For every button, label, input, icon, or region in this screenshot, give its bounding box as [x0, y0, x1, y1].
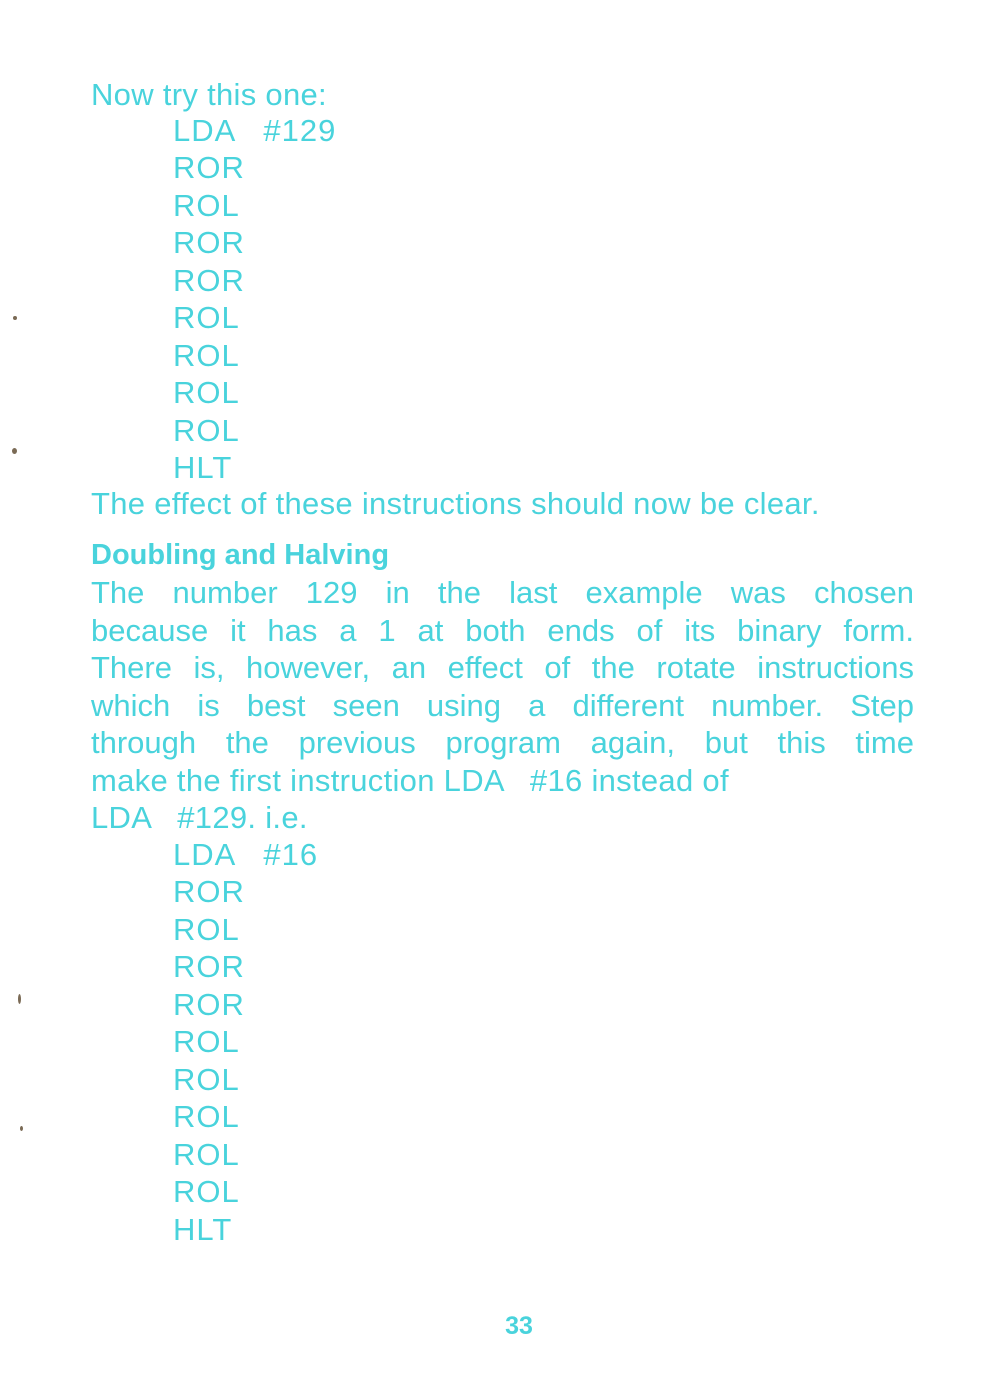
code-line: ROR [173, 949, 245, 984]
paragraph-line: The number 129 in the last example was chosen [91, 575, 914, 610]
code-line: ROR [173, 225, 245, 260]
code-line: ROR [173, 263, 245, 298]
summary-sentence: The effect of these instructions should now be clear. [91, 486, 820, 521]
paragraph-line: which is best seen using a different number. Step [91, 688, 914, 723]
code-line: ROR [173, 150, 245, 185]
page-number: 33 [505, 1312, 533, 1340]
code-line: ROL [173, 338, 240, 373]
paragraph-line: through the previous program again, but this time [91, 725, 914, 760]
paragraph-line: make the first instruction LDA #16 instead of [91, 763, 729, 798]
section-heading: Doubling and Halving [91, 539, 390, 571]
scan-speck [12, 448, 17, 454]
code-line: ROR [173, 874, 245, 909]
scan-speck [18, 994, 21, 1004]
code-line: LDA #16 [173, 837, 319, 872]
code-line: ROL [173, 912, 240, 947]
scan-speck [20, 1126, 23, 1131]
scan-speck [13, 316, 17, 320]
paragraph-line: LDA #129. i.e. [91, 800, 308, 835]
code-line: ROL [173, 1062, 240, 1097]
code-line: ROL [173, 300, 240, 335]
code-line: ROR [173, 987, 245, 1022]
code-line: HLT [173, 1212, 233, 1247]
code-line: ROL [173, 1099, 240, 1134]
intro-text: Now try this one: [91, 77, 327, 112]
code-line: ROL [173, 1174, 240, 1209]
paragraph-line: because it has a 1 at both ends of its binary form. [91, 613, 914, 648]
code-line: ROL [173, 1024, 240, 1059]
code-line: ROL [173, 413, 240, 448]
code-line: ROL [173, 188, 240, 223]
paragraph-line: There is, however, an effect of the rotate instructions [91, 650, 914, 685]
code-line: ROL [173, 375, 240, 410]
code-line: HLT [173, 450, 233, 485]
code-line: LDA #129 [173, 113, 337, 148]
code-line: ROL [173, 1137, 240, 1172]
